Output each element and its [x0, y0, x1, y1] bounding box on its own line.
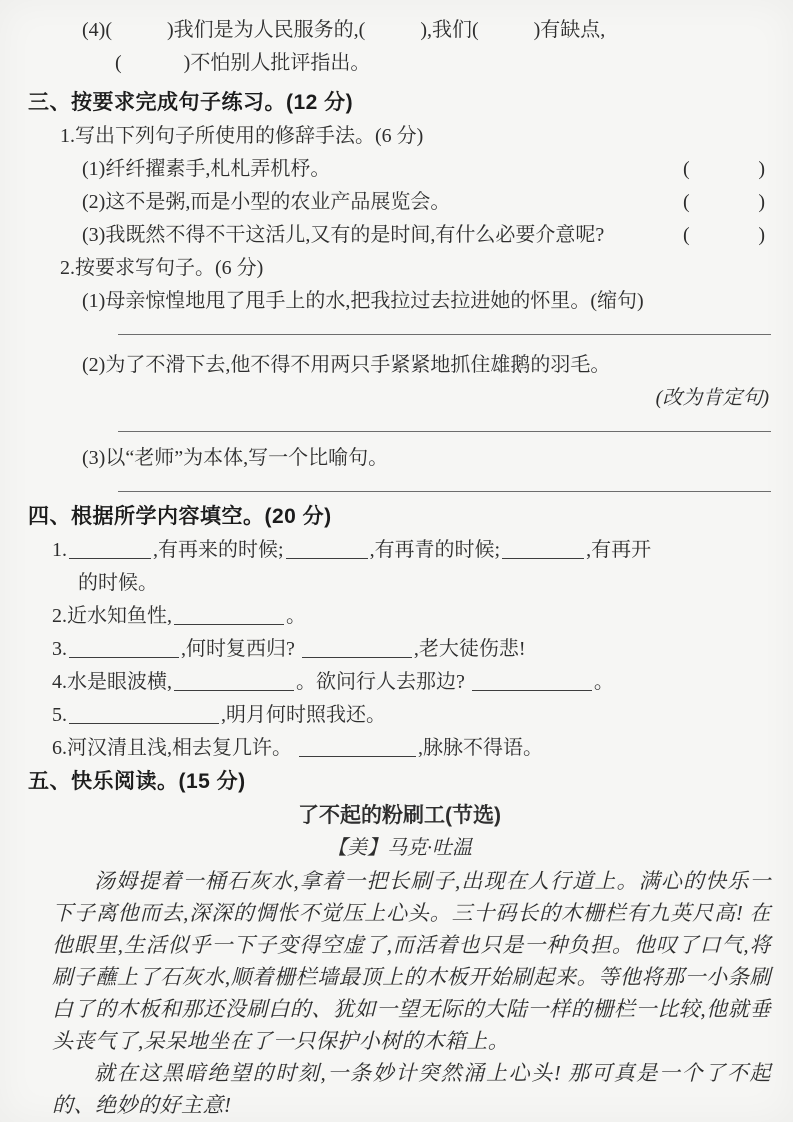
- fill-blank: [302, 637, 412, 658]
- fill-text: ,脉脉不得语。: [418, 737, 543, 759]
- item-number: 3.: [52, 638, 67, 660]
- answer-line: [118, 415, 771, 432]
- write-item-2-note: (改为肯定句): [655, 387, 769, 409]
- rhetoric-item-2: [82, 186, 771, 219]
- section3-q1-label: 1.写出下列句子所使用的修辞手法。(6 分): [60, 125, 424, 147]
- fill-text: ,有再开: [586, 539, 652, 561]
- fill-text: 河汉清且浅,相去复几许。: [67, 737, 292, 759]
- open-paren: (: [683, 158, 690, 180]
- close-paren: ): [758, 158, 765, 180]
- section4-header: 四、根据所学内容填空。(20 分): [28, 505, 332, 528]
- write-item-1: (1)母亲惊惶地甩了甩手上的水,把我拉过去拉进她的怀里。(缩句): [82, 290, 644, 312]
- rhetoric-item-1: [82, 153, 771, 186]
- fill-text: ,有再来的时候;: [153, 539, 284, 561]
- fill-text: 。欲问行人去那边?: [296, 671, 465, 693]
- fill-blank: [286, 538, 368, 559]
- carryover-text-3: ),我们(: [420, 19, 479, 41]
- reading-paragraph-2: 就在这黑暗绝望的时刻,一条妙计突然涌上心头! 那可真是一个了不起的、绝妙的好主意!: [52, 1061, 771, 1117]
- fill-item-6: [52, 732, 771, 765]
- reading-title: 了不起的粉刷工(节选): [298, 804, 501, 827]
- fill-text: 水是眼波横,: [67, 671, 172, 693]
- fill-text: 。: [593, 671, 614, 693]
- answer-paren-slot: [683, 186, 765, 219]
- rhetoric-item-text: (2)这不是粥,而是小型的农业产品展览会。: [82, 191, 451, 213]
- fill-text: 。: [286, 605, 306, 627]
- item-number: 4.: [52, 671, 67, 693]
- answer-paren-slot: [683, 153, 765, 186]
- answer-line: [118, 318, 771, 335]
- answer-paren-slot: [683, 219, 765, 252]
- fill-blank: [472, 670, 592, 691]
- fill-text: ,老大徒伤悲!: [413, 638, 526, 660]
- item-number: 2.: [52, 605, 67, 627]
- reading-paragraph-1: 汤姆提着一桶石灰水,拿着一把长刷子,出现在人行道上。满心的快乐一下子离他而去,深深的惆怅不觉压上心头。三十码长的木栅栏有九英尺高! 在他眼里,生活似乎一下子变得空虚了,而活着也只是一种负担。他叹了口气,将刷子蘸上了石灰水,顺着栅栏墙最顶上的木板开始刷起来。等他将那一小条刷白了的木板和那还没刷白的、犹如一望无际的大陆一样的栅栏一比较,他就垂头丧气了,呆呆地坐在了一只保护小树的木箱上。: [52, 869, 771, 1053]
- fill-item-2: [52, 600, 771, 633]
- fill-blank: [69, 538, 151, 559]
- section5-header: 五、快乐阅读。(15 分): [28, 770, 246, 793]
- answer-line: [118, 475, 771, 492]
- carryover-text-4: )有缺点,: [533, 19, 606, 41]
- carryover-item-4-line1: [82, 14, 771, 47]
- carryover-item-4-line2: [115, 47, 771, 80]
- reading-author: 【美】马克·吐温: [327, 837, 472, 859]
- fill-text: ,有再青的时候;: [369, 539, 501, 561]
- section3-q2-label: 2.按要求写句子。(6 分): [60, 257, 264, 279]
- rhetoric-item-3: [82, 219, 771, 252]
- open-paren: (: [683, 224, 690, 246]
- fill-item-1-continuation: 的时候。: [78, 572, 158, 594]
- fill-blank: [69, 637, 179, 658]
- rhetoric-item-text: (3)我既然不得不干这活儿,又有的是时间,有什么必要介意呢?: [82, 224, 605, 246]
- fill-item-1: [52, 534, 771, 567]
- fill-blank: [299, 736, 416, 757]
- section3-header: 三、按要求完成句子练习。(12 分): [28, 91, 354, 114]
- rhetoric-item-text: (1)纤纤擢素手,札札弄机杼。: [82, 158, 331, 180]
- carryover-text-1: (4)(: [82, 19, 112, 41]
- write-item-3: (3)以“老师”为本体,写一个比喻句。: [82, 447, 389, 469]
- fill-text: 近水知鱼性,: [67, 605, 172, 627]
- item-number: 5.: [52, 704, 67, 726]
- fill-blank: [174, 604, 284, 625]
- close-paren: ): [758, 224, 765, 246]
- carryover-text-2: )我们是为人民服务的,(: [166, 19, 366, 41]
- fill-item-3: [52, 633, 771, 666]
- fill-blank: [174, 670, 294, 691]
- carryover-text-6: )不怕别人批评指出。: [183, 52, 371, 74]
- item-number: 1.: [52, 539, 67, 561]
- fill-item-5: [52, 699, 771, 732]
- fill-text: ,明月何时照我还。: [221, 704, 386, 726]
- item-number: 6.: [52, 737, 67, 759]
- fill-blank: [502, 538, 584, 559]
- open-paren: (: [683, 191, 690, 213]
- fill-text: ,何时复西归?: [181, 638, 295, 660]
- close-paren: ): [758, 191, 765, 213]
- write-item-2: (2)为了不滑下去,他不得不用两只手紧紧地抓住雄鹅的羽毛。: [82, 354, 611, 376]
- fill-item-4: [52, 666, 771, 699]
- carryover-text-5: (: [115, 52, 122, 74]
- fill-blank: [69, 703, 219, 724]
